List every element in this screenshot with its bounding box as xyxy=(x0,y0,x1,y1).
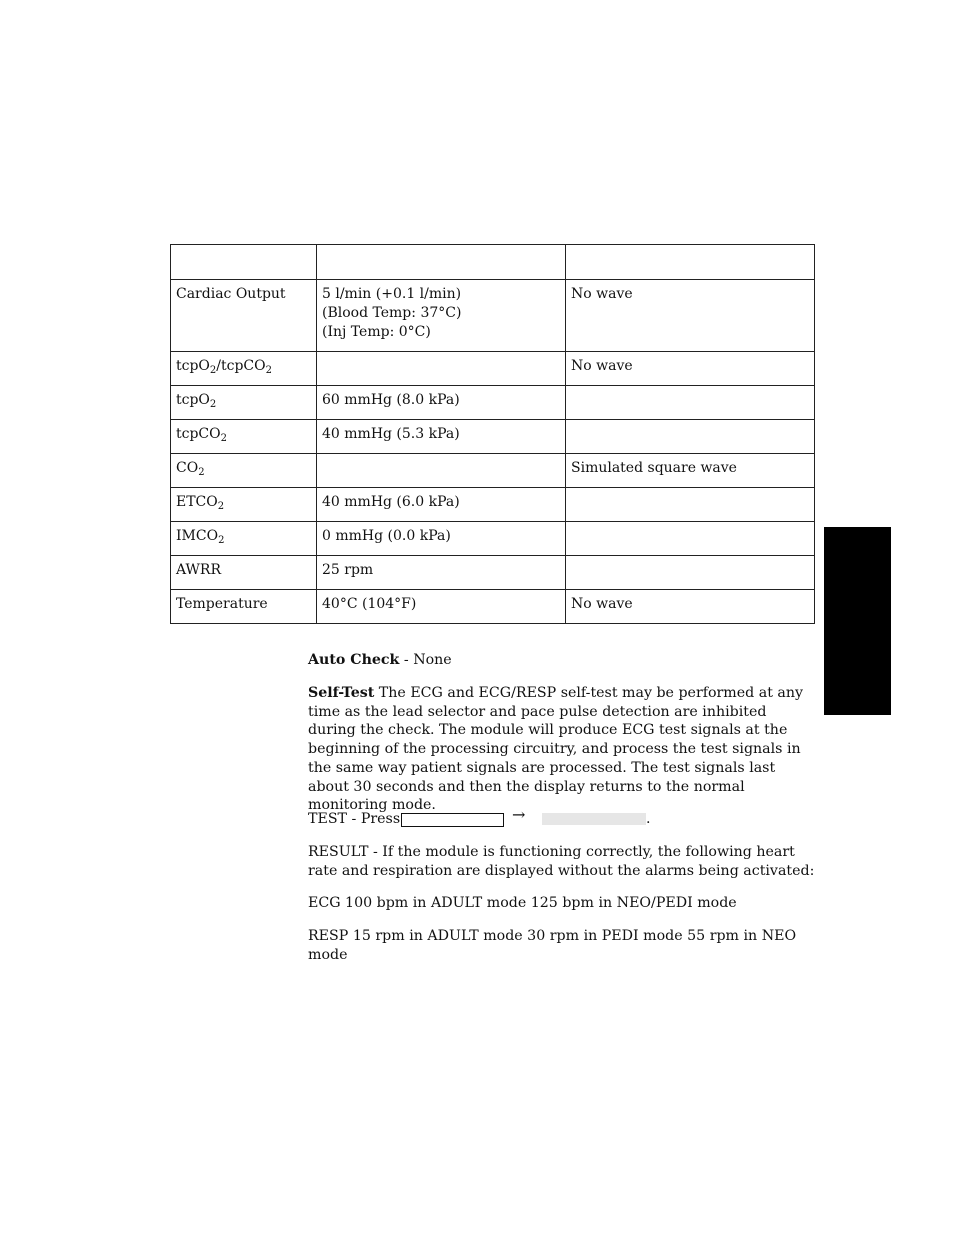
wave-cell xyxy=(566,522,815,556)
header-cell xyxy=(566,245,815,280)
param-cell: $CO_2$ xyxy=(171,454,317,488)
result-paragraph: RESULT - If the module is functioning correctly, the following heart rate and respiration are displayed without the alarms being activated: xyxy=(308,844,815,879)
value-cell: 60 mmHg (8.0 kPa) xyxy=(317,386,566,420)
param-cell: tcpO$_2$/tcpCO$_2$ xyxy=(171,352,317,386)
self-test-label: Self-Test xyxy=(308,685,375,701)
test-instruction-prefix: TEST - Press xyxy=(308,811,401,827)
param-cell: Cardiac Output xyxy=(171,280,317,352)
value-cell xyxy=(317,352,566,386)
wave-cell xyxy=(566,386,815,420)
wave-cell: No wave xyxy=(566,590,815,624)
param-cell: tcpCO$_2$ xyxy=(171,420,317,454)
auto-check-text: - None xyxy=(399,652,452,668)
auto-check-paragraph xyxy=(308,651,818,670)
chapter-tab-marker xyxy=(824,527,891,715)
table-row xyxy=(171,352,815,386)
wave-cell: No wave xyxy=(566,280,815,352)
self-test-paragraph xyxy=(308,684,818,815)
value-cell: 25 rpm xyxy=(317,556,566,590)
value-cell: 40 mmHg (6.0 kPa) xyxy=(317,488,566,522)
table-header-row xyxy=(171,245,815,280)
value-cell: 0 mmHg (0.0 kPa) xyxy=(317,522,566,556)
table-row xyxy=(171,280,815,352)
table-row xyxy=(171,556,815,590)
param-cell: tcpO$_2$ xyxy=(171,386,317,420)
resp-result-line: RESP 15 rpm in ADULT mode 30 rpm in PEDI mode 55 rpm in NEO mode xyxy=(308,928,797,963)
value-cell: 40°C (104°F) xyxy=(317,590,566,624)
table-row xyxy=(171,590,815,624)
param-cell: $ETCO_2$ xyxy=(171,488,317,522)
ecg-result-line: ECG 100 bpm in ADULT mode 125 bpm in NEO/PEDI mode xyxy=(308,895,737,911)
header-cell xyxy=(171,245,317,280)
wave-cell: Simulated square wave xyxy=(566,454,815,488)
value-cell: 40 mmHg (5.3 kPa) xyxy=(317,420,566,454)
table-row xyxy=(171,522,815,556)
table-row xyxy=(171,420,815,454)
table-row xyxy=(171,386,815,420)
table-row xyxy=(171,454,815,488)
param-cell: $IMCO_2$ xyxy=(171,522,317,556)
softkey-box xyxy=(542,813,646,825)
auto-check-label: Auto Check xyxy=(308,652,400,668)
value-cell xyxy=(317,454,566,488)
test-values-table xyxy=(170,244,815,624)
table-row xyxy=(171,488,815,522)
header-cell xyxy=(317,245,566,280)
value-cell: 5 l/min (+0.1 l/min) (Blood Temp: 37°C) (Inj Temp: 0°C) xyxy=(317,280,566,352)
self-test-text: The ECG and ECG/RESP self-test may be performed at any time as the lead selector and pace pulse detection are inhibited during the check. The module will produce ECG test signals at the beginning of the processing circuitry, and process the test signals in the same way patient signals are processed. The test signals last about 30 seconds and then the display returns to the normal monitoring mode. xyxy=(308,685,804,814)
wave-cell xyxy=(566,420,815,454)
wave-cell xyxy=(566,488,815,522)
hard-key-box xyxy=(401,813,504,827)
test-instruction-suffix: . xyxy=(646,811,651,827)
arrow-icon: → xyxy=(512,805,526,824)
wave-cell: No wave xyxy=(566,352,815,386)
param-cell: AWRR xyxy=(171,556,317,590)
param-cell: Temperature xyxy=(171,590,317,624)
wave-cell xyxy=(566,556,815,590)
